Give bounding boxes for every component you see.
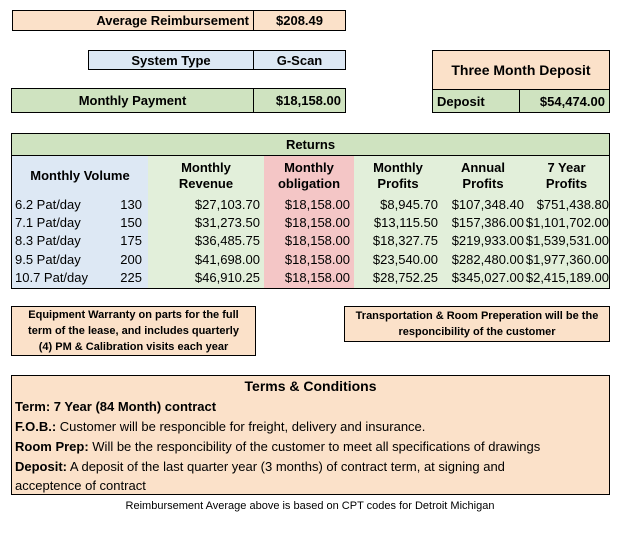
header-monthly-profits [354,158,442,194]
obligation-cell: $18,158.00 [284,215,350,231]
header-monthly-revenue-line1: Monthly [181,160,231,175]
warranty-note-line1: Equipment Warranty on parts for the full [28,309,239,321]
seven-year-profits-cell: $2,415,189.00 [525,269,609,285]
transport-note-line2: responcibility of the customer [398,326,556,338]
annual-profits-cell: $219,933.00 [451,233,524,249]
pat-per-day-cell: 7.1 Pat/day [15,215,81,231]
table-row [12,196,609,214]
obligation-cell: $18,158.00 [284,251,350,267]
warranty-note-line2: term of the lease, and includes quarterly [28,325,239,337]
table-row [12,269,609,287]
table-row [12,251,609,269]
terms-deposit [15,459,505,474]
transport-note [344,306,610,342]
footer-note: Reimbursement Average above is based on CPT codes for Detroit Michigan [125,500,495,512]
seven-year-profits-cell: $1,977,360.00 [525,251,609,267]
room-prep-text: Will be the responcibility of the customer to meet all specifications of drawings [88,439,541,454]
terms-box [11,375,610,495]
revenue-cell: $36,485.75 [194,233,260,249]
transport-note-line1: Transportation & Room Preperation will be the [355,310,599,322]
returns-title: Returns [11,133,610,156]
header-seven-year-profits-line2: Profits [545,176,588,191]
volume-cell: 225 [120,269,142,285]
header-annual-profits-line1: Annual [460,160,506,175]
obligation-cell: $18,158.00 [284,269,350,285]
avg-reimbursement-value: $208.49 [253,10,346,31]
header-seven-year-profits-line1: 7 Year [547,160,586,175]
volume-cell: 200 [120,251,142,267]
header-annual-profits-line2: Profits [462,176,504,191]
header-monthly-profits-line2: Profits [377,176,419,191]
header-monthly-obligation-line2: obligation [277,176,341,191]
profits-cell: $28,752.25 [372,269,438,285]
profits-cell: $8,945.70 [380,197,438,212]
profits-cell: $18,327.75 [372,233,438,249]
header-annual-profits [442,158,524,194]
seven-year-profits-cell: $1,101,702.00 [525,215,609,231]
revenue-cell: $31,273.50 [194,215,260,231]
annual-profits-cell: $157,386.00 [451,215,524,231]
seven-year-profits-cell: $1,539,531.00 [525,233,609,249]
monthly-payment-label: Monthly Payment [11,88,254,113]
header-monthly-revenue [148,158,264,194]
header-monthly-volume: Monthly Volume [30,168,130,183]
table-row [12,232,609,250]
profits-cell: $13,115.50 [373,215,438,231]
terms-term: Term: 7 Year (84 Month) contract [15,399,217,414]
fob-text: Customer will be responcible for freight, delivery and insurance. [56,419,426,434]
terms-title: Terms & Conditions [244,378,377,394]
header-seven-year-profits [524,158,609,194]
deposit-label: Deposit [432,89,520,113]
deposit-term-text: A deposit of the last quarter year (3 months) of contract term, at signing and [67,459,505,474]
profits-cell: $23,540.00 [372,251,438,267]
pat-per-day-cell: 6.2 Pat/day [15,197,81,212]
revenue-cell: $46,910.25 [194,269,260,285]
pat-per-day-cell: 8.3 Pat/day [15,233,81,249]
volume-cell: 175 [120,233,142,249]
obligation-cell: $18,158.00 [284,197,350,212]
monthly-payment-value: $18,158.00 [253,88,346,113]
header-monthly-revenue-line2: Revenue [178,176,234,191]
terms-deposit-cont: acceptence of contract [15,478,146,493]
obligation-cell: $18,158.00 [284,233,350,249]
table-row [12,214,609,232]
revenue-cell: $27,103.70 [194,197,260,212]
pat-per-day-cell: 10.7 Pat/day [15,269,88,285]
pat-per-day-cell: 9.5 Pat/day [15,251,81,267]
header-monthly-profits-line1: Monthly [373,160,423,175]
volume-cell: 150 [120,215,142,231]
warranty-note [11,306,256,356]
room-prep-label: Room Prep: [15,439,89,454]
annual-profits-cell: $345,027.00 [451,269,524,285]
terms-room-prep [15,439,540,454]
header-monthly-obligation [264,158,354,194]
header-monthly-obligation-line1: Monthly [284,160,334,175]
seven-year-profits-cell: $751,438.80 [536,197,609,212]
returns-table [11,155,610,289]
annual-profits-cell: $107,348.40 [451,197,524,212]
avg-reimbursement-label: Average Reimbursement [12,10,254,31]
annual-profits-cell: $282,480.00 [451,251,524,267]
fob-label: F.O.B.: [15,419,57,434]
deposit-term-label: Deposit: [15,459,67,474]
terms-fob [15,419,425,434]
revenue-cell: $41,698.00 [194,251,260,267]
system-type-value: G-Scan [253,50,346,70]
system-type-label: System Type [88,50,254,70]
deposit-value: $54,474.00 [519,89,610,113]
three-month-deposit-title: Three Month Deposit [432,50,610,90]
warranty-note-line3: (4) PM & Calibration visits each year [38,341,229,353]
volume-cell: 130 [120,197,142,212]
